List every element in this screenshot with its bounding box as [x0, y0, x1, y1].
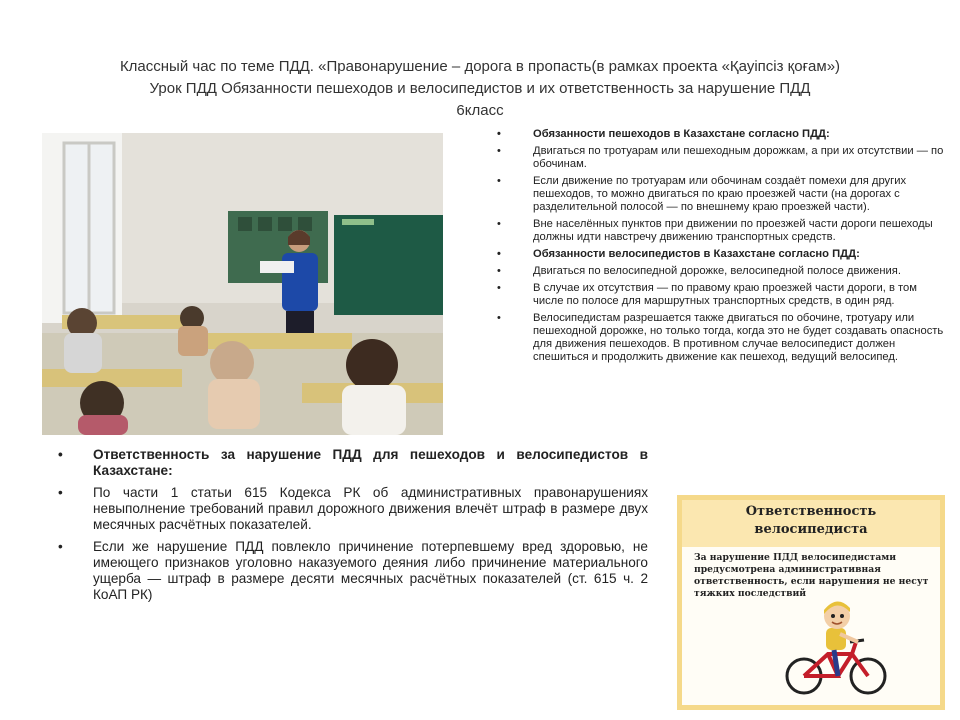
duties-list	[495, 128, 945, 368]
list-item: • В случае их отсутствия — по правому краю проезжей части дороги, в том числе по полосе для маршрутных транспортных средств, в один ряд.	[495, 282, 945, 308]
cyclist-illustration	[782, 598, 892, 698]
list-item: • Двигаться по велосипедной дорожке, велосипедной полосе движения.	[495, 265, 945, 278]
list-item: • Ответственность за нарушение ПДД для пешеходов и велосипедистов в Казахстане:	[58, 447, 648, 479]
list-item: • Если же нарушение ПДД повлекло причинение потерпевшему вред здоровью, не имеющего признаков уголовно наказуемого деяния либо причинение материального ущерба — штраф в размере десяти месячных расчётных показателей (ст. 615 ч. 2 КоАП РК)	[58, 539, 648, 603]
title-line-1: Классный час по теме ПДД. «Правонарушение – дорога в пропасть(в рамках проекта «Қауіпсіз қоғам»)	[119, 58, 841, 75]
poster-title: Ответственность велосипедиста	[682, 500, 940, 547]
poster-body: За нарушение ПДД велосипедистами предусмотрена административная ответственность, если нарушения не несут тяжких последствий	[694, 552, 929, 599]
list-item: • Обязанности пешеходов в Казахстане согласно ПДД:	[495, 128, 945, 141]
title-line-2: Урок ПДД Обязанности пешеходов и велосипедистов и их ответственность за нарушение ПДД	[149, 80, 811, 97]
list-item: • Велосипедистам разрешается также двигаться по обочине, тротуару или пешеходной дорожке, но только тогда, когда это не будет создавать опасность для движения пешеходов. В противном случае велосипедист должен спешиться и продолжить движение как пешеход, ведущий велосипед.	[495, 312, 945, 364]
list-item: • Вне населённых пунктов при движении по проезжей части дороги пешеходы должны идти навстречу движению транспортных средств.	[495, 218, 945, 244]
title-line-3: 6класс	[456, 102, 504, 119]
list-item: • По части 1 статьи 615 Кодекса РК об административных правонарушениях невыполнение требований правил дорожного движения влечёт штраф в размере двух месячных расчётных показателей.	[58, 485, 648, 533]
responsibility-list	[58, 447, 648, 609]
cyclist-responsibility-poster	[677, 495, 945, 710]
list-item: • Обязанности велосипедистов в Казахстане согласно ПДД:	[495, 248, 945, 261]
list-item: • Если движение по тротуарам или обочинам создаёт помехи для других пешеходов, то можно двигаться по краю проезжей части (на дорогах с разделительной полосой — по внешнему краю проезжей части).	[495, 175, 945, 214]
list-item: • Двигаться по тротуарам или пешеходным дорожкам, а при их отсутствии — по обочинам.	[495, 145, 945, 171]
page-title	[40, 56, 920, 122]
classroom-photo	[42, 133, 443, 435]
